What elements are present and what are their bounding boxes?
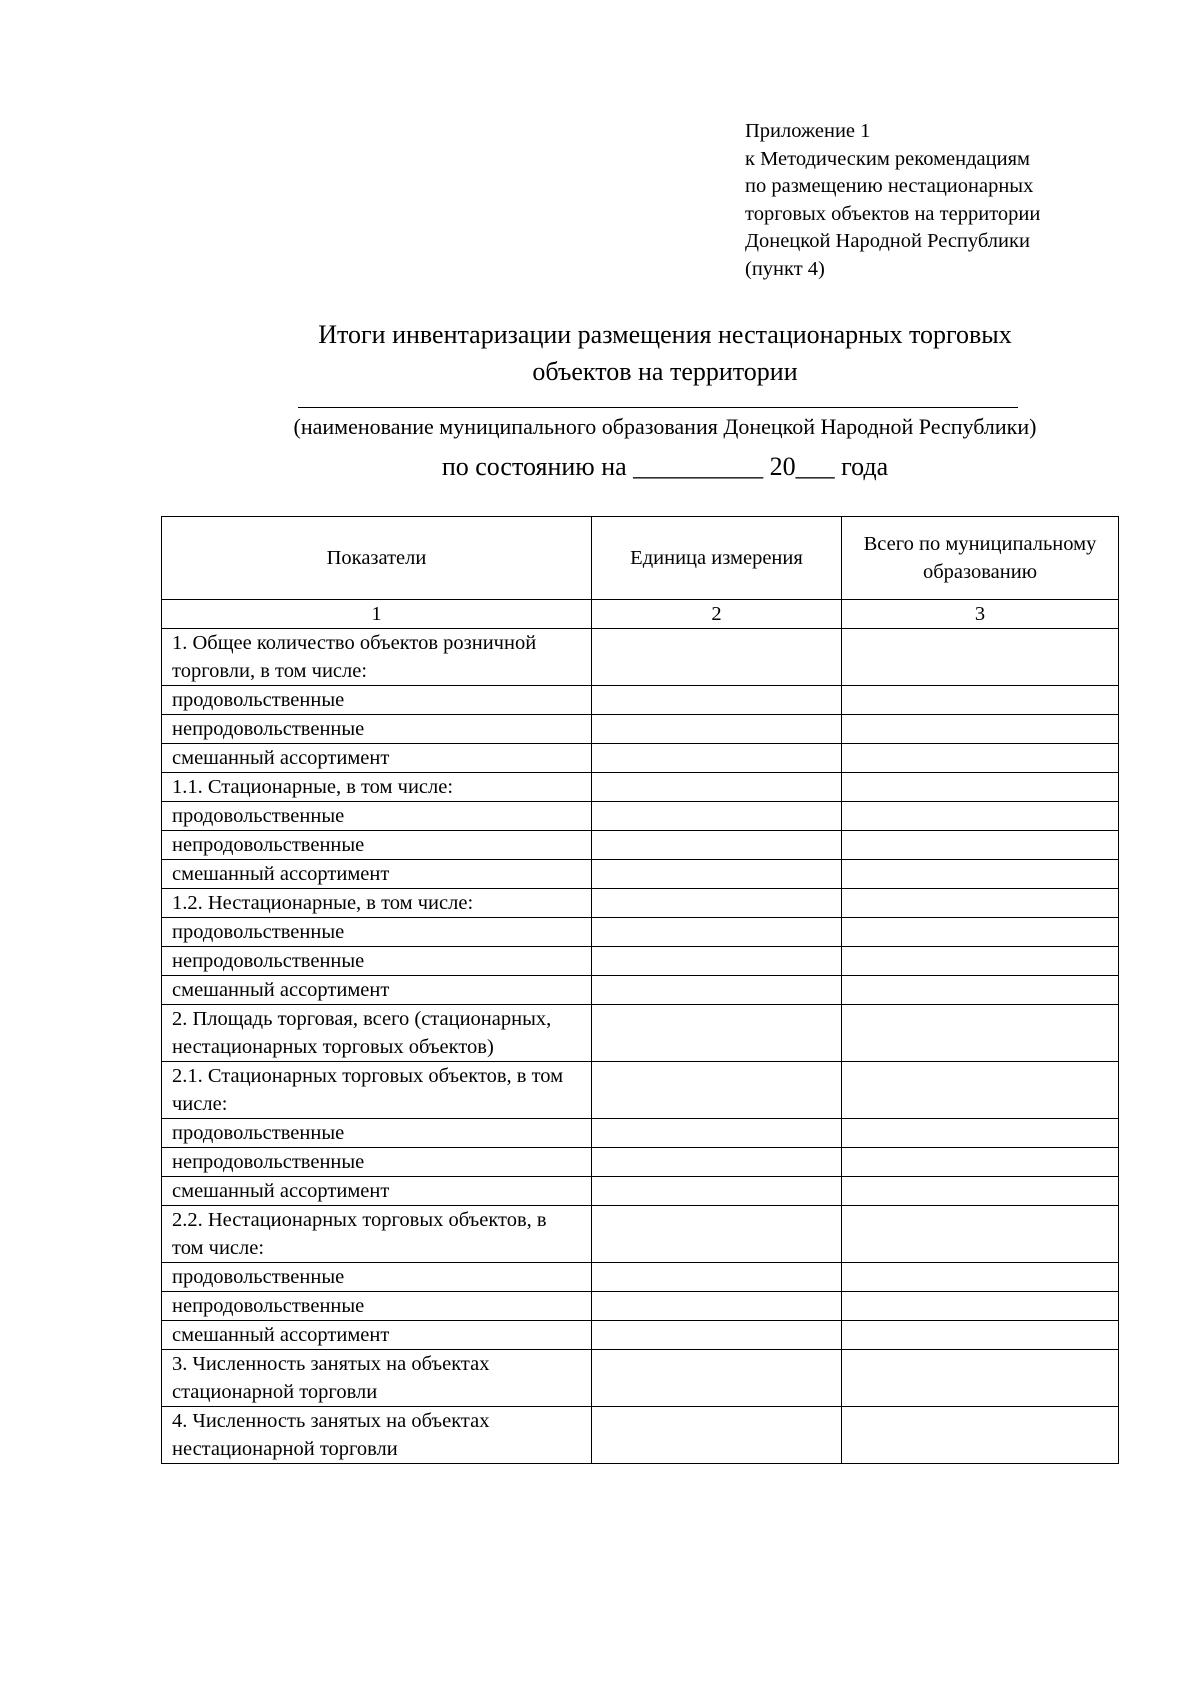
column-number: 2 [592, 600, 842, 629]
unit-cell[interactable] [592, 976, 842, 1005]
indicator-label: 1.1. Стационарные, в том числе: [162, 773, 592, 802]
unit-cell[interactable] [592, 744, 842, 773]
indicator-label: 1. Общее количество объектов розничной торговли, в том числе: [162, 629, 592, 686]
total-cell[interactable] [842, 1062, 1119, 1119]
table-row [162, 1407, 1119, 1464]
appendix-note [745, 118, 1040, 283]
unit-cell[interactable] [592, 947, 842, 976]
total-cell[interactable] [842, 947, 1119, 976]
municipality-caption: (наименование муниципального образования Донецкой Народной Республики) [293, 414, 1037, 439]
header-row [162, 517, 1119, 600]
header-total: Всего по муниципальному образованию [842, 517, 1119, 600]
total-cell[interactable] [842, 1206, 1119, 1263]
appendix-line: по размещению нестационарных [745, 175, 1034, 197]
total-cell[interactable] [842, 860, 1119, 889]
title-line-2: объектов на территории [532, 357, 798, 386]
column-number-row [162, 600, 1119, 629]
total-cell[interactable] [842, 1177, 1119, 1206]
table-row [162, 1321, 1119, 1350]
appendix-line: Донецкой Народной Республики [745, 230, 1030, 252]
unit-cell[interactable] [592, 1206, 842, 1263]
column-number: 3 [842, 600, 1119, 629]
unit-cell[interactable] [592, 1062, 842, 1119]
total-cell[interactable] [842, 773, 1119, 802]
unit-cell[interactable] [592, 1407, 842, 1464]
total-cell[interactable] [842, 918, 1119, 947]
unit-cell[interactable] [592, 1177, 842, 1206]
table-row [162, 860, 1119, 889]
total-cell[interactable] [842, 1119, 1119, 1148]
municipality-blank-line [298, 407, 1018, 408]
unit-cell[interactable] [592, 629, 842, 686]
table-row [162, 831, 1119, 860]
indicator-label: непродовольственные [162, 831, 592, 860]
table-row [162, 686, 1119, 715]
unit-cell[interactable] [592, 686, 842, 715]
total-cell[interactable] [842, 1263, 1119, 1292]
table-row [162, 947, 1119, 976]
unit-cell[interactable] [592, 1119, 842, 1148]
total-cell[interactable] [842, 1005, 1119, 1062]
indicator-label: 2.1. Стационарных торговых объектов, в том числе: [162, 1062, 592, 1119]
indicator-label: непродовольственные [162, 1292, 592, 1321]
unit-cell[interactable] [592, 1263, 842, 1292]
total-cell[interactable] [842, 1148, 1119, 1177]
indicator-label: непродовольственные [162, 1148, 592, 1177]
document-title [0, 316, 1200, 390]
table-row [162, 1119, 1119, 1148]
table-body [162, 600, 1119, 1464]
indicator-label: 3. Численность занятых на объектах стационарной торговли [162, 1350, 592, 1407]
indicator-label: 1.2. Нестационарные, в том числе: [162, 889, 592, 918]
total-cell[interactable] [842, 629, 1119, 686]
unit-cell[interactable] [592, 918, 842, 947]
indicator-label: смешанный ассортимент [162, 744, 592, 773]
title-line-1: Итоги инвентаризации размещения нестационарных торговых [318, 320, 1012, 349]
indicator-label: смешанный ассортимент [162, 1177, 592, 1206]
indicator-label: 4. Численность занятых на объектах нестационарной торговли [162, 1407, 592, 1464]
total-cell[interactable] [842, 802, 1119, 831]
indicator-label: смешанный ассортимент [162, 860, 592, 889]
table-row [162, 1005, 1119, 1062]
unit-cell[interactable] [592, 1148, 842, 1177]
indicator-label: продовольственные [162, 1119, 592, 1148]
header-unit: Единица измерения [592, 517, 842, 600]
unit-cell[interactable] [592, 715, 842, 744]
header-indicators: Показатели [162, 517, 592, 600]
unit-cell[interactable] [592, 889, 842, 918]
table-row [162, 1206, 1119, 1263]
total-cell[interactable] [842, 715, 1119, 744]
indicator-label: смешанный ассортимент [162, 976, 592, 1005]
total-cell[interactable] [842, 1321, 1119, 1350]
appendix-line: торговых объектов на территории [745, 202, 1041, 225]
total-cell[interactable] [842, 889, 1119, 918]
appendix-line: (пункт 4) [745, 257, 825, 280]
unit-cell[interactable] [592, 1292, 842, 1321]
table-row [162, 1350, 1119, 1407]
table-row [162, 918, 1119, 947]
indicator-label: непродовольственные [162, 947, 592, 976]
table-row [162, 1177, 1119, 1206]
unit-cell[interactable] [592, 860, 842, 889]
unit-cell[interactable] [592, 1350, 842, 1407]
table-row [162, 629, 1119, 686]
total-cell[interactable] [842, 1350, 1119, 1407]
table-row [162, 773, 1119, 802]
table-row [162, 744, 1119, 773]
total-cell[interactable] [842, 744, 1119, 773]
appendix-line: к Методическим рекомендациям [745, 147, 1030, 170]
table-row [162, 1263, 1119, 1292]
indicator-label: продовольственные [162, 918, 592, 947]
unit-cell[interactable] [592, 773, 842, 802]
indicator-label: продовольственные [162, 1263, 592, 1292]
indicator-label: 2.2. Нестационарных торговых объектов, в том числе: [162, 1206, 592, 1263]
state-date-line: по состоянию на __________ 20___ года [441, 452, 889, 481]
table-row [162, 1062, 1119, 1119]
column-number: 1 [162, 600, 592, 629]
table-row [162, 802, 1119, 831]
unit-cell[interactable] [592, 831, 842, 860]
unit-cell[interactable] [592, 1005, 842, 1062]
table-row [162, 1148, 1119, 1177]
inventory-table [161, 516, 1119, 1464]
total-cell[interactable] [842, 976, 1119, 1005]
unit-cell[interactable] [592, 802, 842, 831]
total-cell[interactable] [842, 1407, 1119, 1464]
indicator-label: 2. Площадь торговая, всего (стационарных, нестационарных торговых объектов) [162, 1005, 592, 1062]
table-row [162, 889, 1119, 918]
indicator-label: непродовольственные [162, 715, 592, 744]
unit-cell[interactable] [592, 1321, 842, 1350]
total-cell[interactable] [842, 686, 1119, 715]
indicator-label: продовольственные [162, 686, 592, 715]
table-row [162, 976, 1119, 1005]
indicator-label: смешанный ассортимент [162, 1321, 592, 1350]
appendix-line: Приложение 1 [745, 120, 871, 142]
table-row [162, 715, 1119, 744]
indicator-label: продовольственные [162, 802, 592, 831]
total-cell[interactable] [842, 1292, 1119, 1321]
table-row [162, 1292, 1119, 1321]
total-cell[interactable] [842, 831, 1119, 860]
